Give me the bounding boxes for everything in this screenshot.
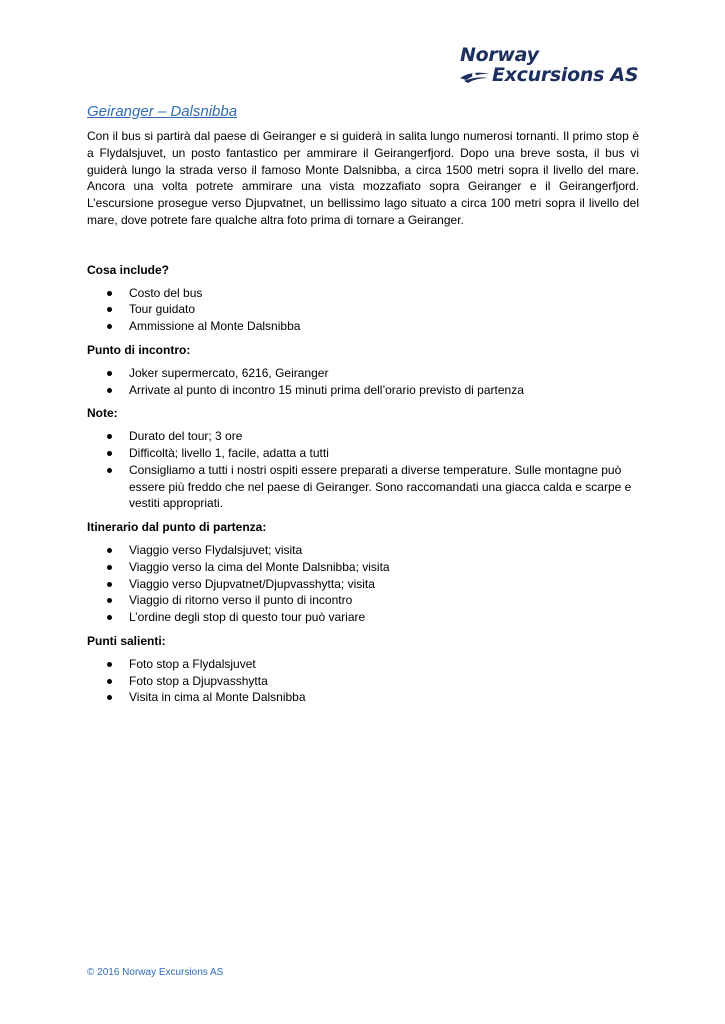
list-item [87, 382, 639, 399]
list-item-text: Arrivate al punto di incontro 15 minuti prima dell’orario previsto di partenza [129, 382, 524, 397]
list-item [87, 559, 639, 576]
list-item-text: Viaggio verso Djupvatnet/Djupvasshytta; visita [129, 576, 375, 591]
list-item [87, 301, 639, 318]
bullet-list [87, 656, 639, 706]
list-item-text: Consigliamo a tutti i nostri ospiti essere preparati a diverse temperature. Sulle montagne può essere più freddo che nel paese di Geiranger. Sono raccomandati una giacca calda e scarpe e vestiti appropriati. [129, 462, 632, 511]
company-logo [458, 44, 648, 88]
list-item [87, 365, 639, 382]
bullet-list [87, 365, 639, 399]
bullet-icon [107, 695, 112, 700]
bullet-icon [107, 662, 112, 667]
spacer [87, 229, 639, 262]
list-item [87, 445, 639, 462]
bullet-icon [107, 679, 112, 684]
list-item-text: Viaggio verso Flydalsjuvet; visita [129, 542, 303, 557]
bullet-icon [107, 291, 112, 296]
list-item-text: Durato del tour; 3 ore [129, 429, 243, 444]
list-item-text: Ammissione al Monte Dalsnibba [129, 319, 301, 334]
section-heading: Cosa include? [87, 262, 170, 277]
bullet-list [87, 285, 639, 335]
list-item-text: L’ordine degli stop di questo tour può variare [129, 610, 366, 625]
section-heading: Punto di incontro: [87, 342, 191, 357]
list-item-text: Foto stop a Djupvasshytta [129, 673, 268, 688]
list-item [87, 318, 639, 335]
list-item-text: Tour guidato [129, 302, 196, 317]
bullet-icon [107, 307, 112, 312]
section-heading: Itinerario dal punto di partenza: [87, 520, 267, 535]
bullet-icon [107, 371, 112, 376]
page-title: Geiranger – Dalsnibba [87, 103, 238, 120]
section-heading: Note: [87, 406, 118, 421]
list-item [87, 542, 639, 559]
bullet-icon [107, 565, 112, 570]
bullet-list [87, 428, 639, 512]
bullet-icon [107, 548, 112, 553]
list-item [87, 656, 639, 673]
list-item-text: Viaggio verso la cima del Monte Dalsnibba; visita [129, 559, 390, 574]
logo-text-line2: Excursions AS [492, 64, 639, 86]
list-item-text: Joker supermercato, 6216, Geiranger [129, 365, 329, 380]
boat-swoosh-icon [458, 68, 492, 84]
bullet-icon [107, 582, 112, 587]
bullet-icon [107, 388, 112, 393]
bullet-icon [107, 451, 112, 456]
document-body [87, 102, 639, 713]
sections-container [87, 262, 639, 706]
bullet-icon [107, 598, 112, 603]
list-item [87, 428, 639, 445]
list-item [87, 673, 639, 690]
bullet-list [87, 542, 639, 626]
logo-text-line1: Norway [460, 44, 539, 66]
list-item [87, 609, 639, 626]
list-item-text: Foto stop a Flydalsjuvet [129, 656, 256, 671]
list-item [87, 285, 639, 302]
section-heading: Punti salienti: [87, 633, 166, 648]
list-item [87, 592, 639, 609]
bullet-icon [107, 468, 112, 473]
bullet-icon [107, 434, 112, 439]
bullet-icon [107, 324, 112, 329]
list-item-text: Visita in cima al Monte Dalsnibba [129, 690, 306, 705]
intro-paragraph: Con il bus si partirà dal paese di Geiranger e si guiderà in salita lungo numerosi tornanti. Il primo stop è a Flydalsjuvet, un posto fantastico per ammirare il Geirangerfjord. Dopo una breve sosta, il bus vi guiderà lungo la strada verso il famoso Monte Dalsnibba, a circa 1500 metri sopra il livello del mare. Ancora una volta potrete ammirare una vista mozzafiato sopra Geiranger e il Geirangerfjord. L’escursione prosegue verso Djupvatnet, un bellissimo lago situato a circa 100 metri sopra il livello del mare, dove potrete fare qualche altra foto prima di tornare a Geiranger. [87, 129, 639, 227]
list-item [87, 462, 639, 512]
list-item [87, 576, 639, 593]
footer-copyright: © 2016 Norway Excursions AS [87, 967, 224, 978]
list-item-text: Costo del bus [129, 285, 203, 300]
list-item-text: Difficoltà; livello 1, facile, adatta a tutti [129, 445, 329, 460]
list-item [87, 689, 639, 706]
list-item-text: Viaggio di ritorno verso il punto di incontro [129, 593, 353, 608]
bullet-icon [107, 615, 112, 620]
